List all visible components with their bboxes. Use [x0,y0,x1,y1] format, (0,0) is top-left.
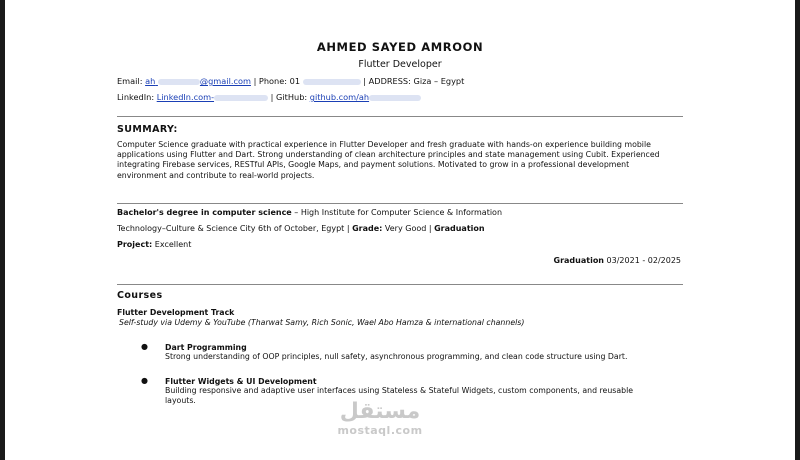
course-item-title: Flutter Widgets & UI Development [165,377,317,386]
watermark-latin: mostaql.com [337,424,423,437]
summary-title: SUMMARY: [117,124,178,135]
resume-page [105,0,695,460]
courses-title: Courses [117,290,163,301]
course-item-title: Dart Programming [165,343,247,352]
divider [117,284,683,285]
institute-2: Technology–Culture & Science City 6th of October, Egypt | [117,224,353,233]
frame-left [0,0,5,460]
linkedin-link[interactable]: LinkedIn.com- [157,92,268,102]
institute-1: – High Institute for Computer Science & Information [291,208,503,217]
track-title: Flutter Development Track [117,308,235,317]
graduation-dates [554,256,681,265]
resume-role: Flutter Developer [358,59,442,70]
graduation-dates-value: 03/2021 - 02/2025 [604,256,681,265]
github-link[interactable]: github.com/ah [310,92,421,102]
address: | ADDRESS: Giza – Egypt [363,76,465,86]
phone-value: 01 [289,76,301,86]
redacted-blur [158,79,200,85]
project-line [117,240,191,249]
bullet-icon: ● [141,376,148,385]
redacted-blur [369,95,421,101]
redacted-blur [303,79,361,85]
mostaql-watermark [335,400,425,437]
grade-value: Very Good | [382,224,435,233]
linkedin-label: LinkedIn: [117,92,155,102]
bullet-icon: ● [141,342,148,351]
email-label: Email: [117,76,143,86]
project-label: Project: [117,240,153,249]
grade-label: Grade: [352,224,383,233]
phone-label: | Phone: [253,76,288,86]
degree: Bachelor's degree in computer science [117,208,292,217]
contact-line-2 [117,92,421,102]
education-line-1 [117,208,502,217]
github-label: | GitHub: [270,92,308,102]
redacted-blur [214,95,268,101]
email-link[interactable]: ah @gmail.com [145,76,251,86]
course-item-desc: Building responsive and adaptive user interfaces using Stateless & Stateful Widgets, custom components, and reusable layouts. [165,386,634,405]
track-subtitle: Self-study via Udemy & YouTube (Tharwat Samy, Rich Sonic, Wael Abo Hamza & international channels) [119,318,525,327]
project-value: Excellent [152,240,192,249]
graduation-label: Graduation [434,224,485,233]
summary-text: Computer Science graduate with practical experience in Flutter Developer and fresh graduate with hands-on experience building mobile applications using Flutter and Dart. Strong understanding of clean architecture principles and state management using Cubit. Experienced integrating Firebase services, RESTful APIs, Google Maps, and payment solutions. Motivated to grow in a professional development environment and contribute to real-world projects. [117,140,660,180]
graduation-dates-label: Graduation [553,256,605,265]
education-line-2 [117,224,485,233]
watermark-arabic: مستقل [339,399,421,424]
frame-right [795,0,800,460]
contact-line-1 [117,76,464,86]
resume-name: AHMED SAYED AMROON [316,40,484,54]
divider [117,203,683,204]
course-item-desc: Strong understanding of OOP principles, null safety, asynchronous programming, and clean code structure using Dart. [165,352,628,361]
divider [117,116,683,117]
